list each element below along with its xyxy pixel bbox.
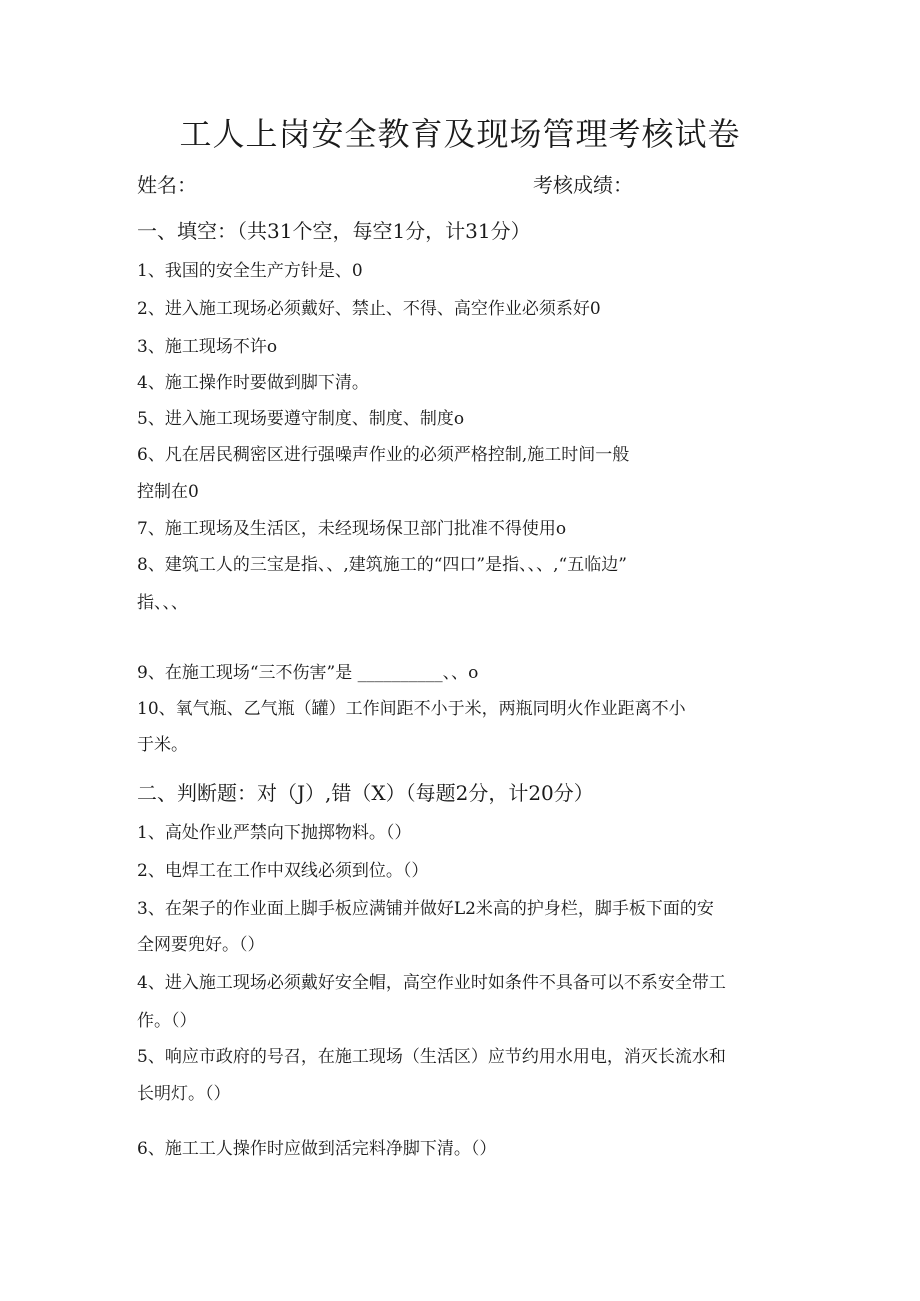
section1-heading: 一、填空：（共31个空，每空1分，计31分） — [137, 219, 531, 243]
judge-question-3-cont: 全网要兜好。（） — [137, 935, 265, 955]
fill-question-8-cont: 指、、、 — [137, 593, 188, 613]
fill-question-2: 2、进入施工现场必须戴好、禁止、不得、高空作业必须系好0 — [137, 299, 601, 319]
judge-question-3: 3、在架子的作业面上脚手板应满铺并做好L2米高的护身栏，脚手板下面的安 — [137, 899, 714, 919]
fill-question-6: 6、凡在居民稠密区进行强噪声作业的必须严格控制,施工时间一般 — [137, 445, 630, 465]
name-label: 姓名： — [137, 173, 197, 197]
fill-question-9: 9、在施工现场“三不伤害”是 __________、、o — [137, 663, 479, 683]
judge-question-6: 6、施工工人操作时应做到活完料净脚下清。（） — [137, 1139, 497, 1159]
judge-question-1: 1、高处作业严禁向下抛掷物料。（） — [137, 823, 412, 843]
fill-question-6-cont: 控制在0 — [137, 482, 199, 502]
judge-question-2: 2、电焊工在工作中双线必须到位。（） — [137, 861, 429, 881]
fill-question-7: 7、施工现场及生活区，未经现场保卫部门批准不得使用o — [137, 519, 567, 539]
fill-question-1: 1、我国的安全生产方针是、0 — [137, 261, 363, 281]
exam-title: 工人上岗安全教育及现场管理考核试卷 — [179, 115, 741, 153]
fill-question-8: 8、建筑工人的三宝是指、、,建筑施工的“四口”是指、、、,“五临边” — [137, 555, 627, 575]
judge-question-5: 5、响应市政府的号召，在施工现场（生活区）应节约用水用电，消灭长流水和 — [137, 1047, 726, 1067]
judge-question-5-cont: 长明灯。（） — [137, 1084, 231, 1104]
fill-question-5: 5、进入施工现场要遵守制度、制度、制度o — [137, 409, 465, 429]
judge-question-4-cont: 作。（） — [137, 1011, 197, 1031]
judge-question-4: 4、进入施工现场必须戴好安全帽，高空作业时如条件不具备可以不系安全带工 — [137, 973, 726, 993]
fill-question-10-cont: 于米。 — [137, 735, 188, 755]
score-label: 考核成绩： — [533, 173, 633, 197]
fill-question-3: 3、施工现场不许o — [137, 337, 278, 357]
section2-heading: 二、判断题：对（J）,错（X）（每题2分，计20分） — [137, 781, 594, 805]
fill-question-4: 4、施工操作时要做到脚下清。 — [137, 373, 369, 393]
fill-question-10: 10、氧气瓶、乙气瓶（罐）工作间距不小于米，两瓶同明火作业距离不小 — [137, 699, 686, 719]
